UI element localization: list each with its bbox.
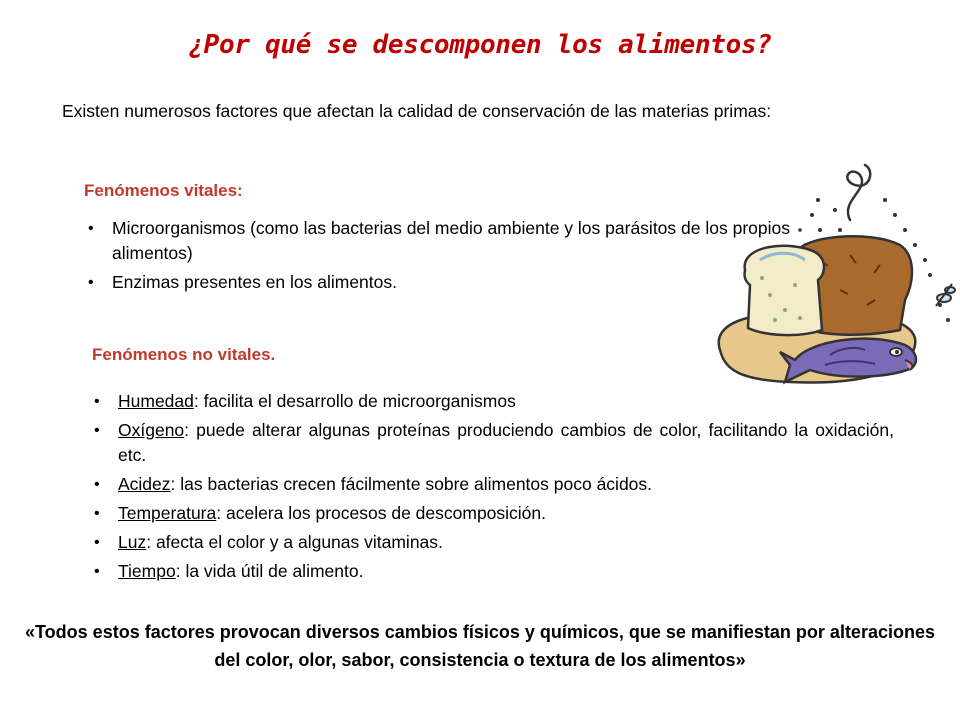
term-luz: Luz	[118, 532, 147, 552]
item-text: : afecta el color y a algunas vitaminas.	[146, 532, 443, 552]
term-humedad: Humedad	[118, 391, 194, 411]
item-text: : acelera los procesos de descomposición.	[216, 503, 547, 523]
conclusion-quote: «Todos estos factores provocan diversos cambios físicos y químicos, que se manifiestan por alteraciones del color, olor, sabor, consistencia o textura de los alimentos»	[25, 622, 935, 670]
term-temperatura: Temperatura	[118, 503, 217, 523]
list-item: • Microorganismos (como las bacterias del medio ambiente y los parásitos de los propios alimentos)	[82, 216, 790, 266]
item-text: : las bacterias crecen fácilmente sobre alimentos poco ácidos.	[170, 474, 653, 494]
list-item	[88, 472, 894, 497]
vital-list	[82, 216, 790, 299]
slide-title: ¿Por qué se descomponen los alimentos?	[188, 30, 772, 60]
fly-icon	[936, 284, 955, 306]
non-vital-list	[88, 389, 894, 588]
list-item	[88, 559, 894, 584]
list-item	[88, 501, 894, 526]
term-acidez: Acidez	[118, 474, 171, 494]
term-oxigeno: Oxígeno	[118, 420, 185, 440]
non-vital-heading: Fenómenos no vitales.	[92, 345, 276, 364]
list-item	[88, 418, 894, 468]
term-tiempo: Tiempo	[118, 561, 176, 581]
vital-heading: Fenómenos vitales:	[84, 181, 243, 200]
item-text: : la vida útil de alimento.	[175, 561, 364, 581]
intro-paragraph: Existen numerosos factores que afectan la calidad de conservación de las materias primas:	[62, 101, 772, 121]
list-item	[88, 530, 894, 555]
item-text: : puede alterar algunas proteínas produciendo cambios de color, facilitando la oxidación, etc.	[118, 420, 894, 465]
item-text: : facilita el desarrollo de microorganismos	[193, 391, 516, 411]
stink-swirl-icon	[847, 165, 870, 220]
list-item	[88, 389, 894, 414]
list-item: • Enzimas presentes en los alimentos.	[82, 270, 790, 295]
spoiled-food-illustration	[700, 160, 958, 390]
